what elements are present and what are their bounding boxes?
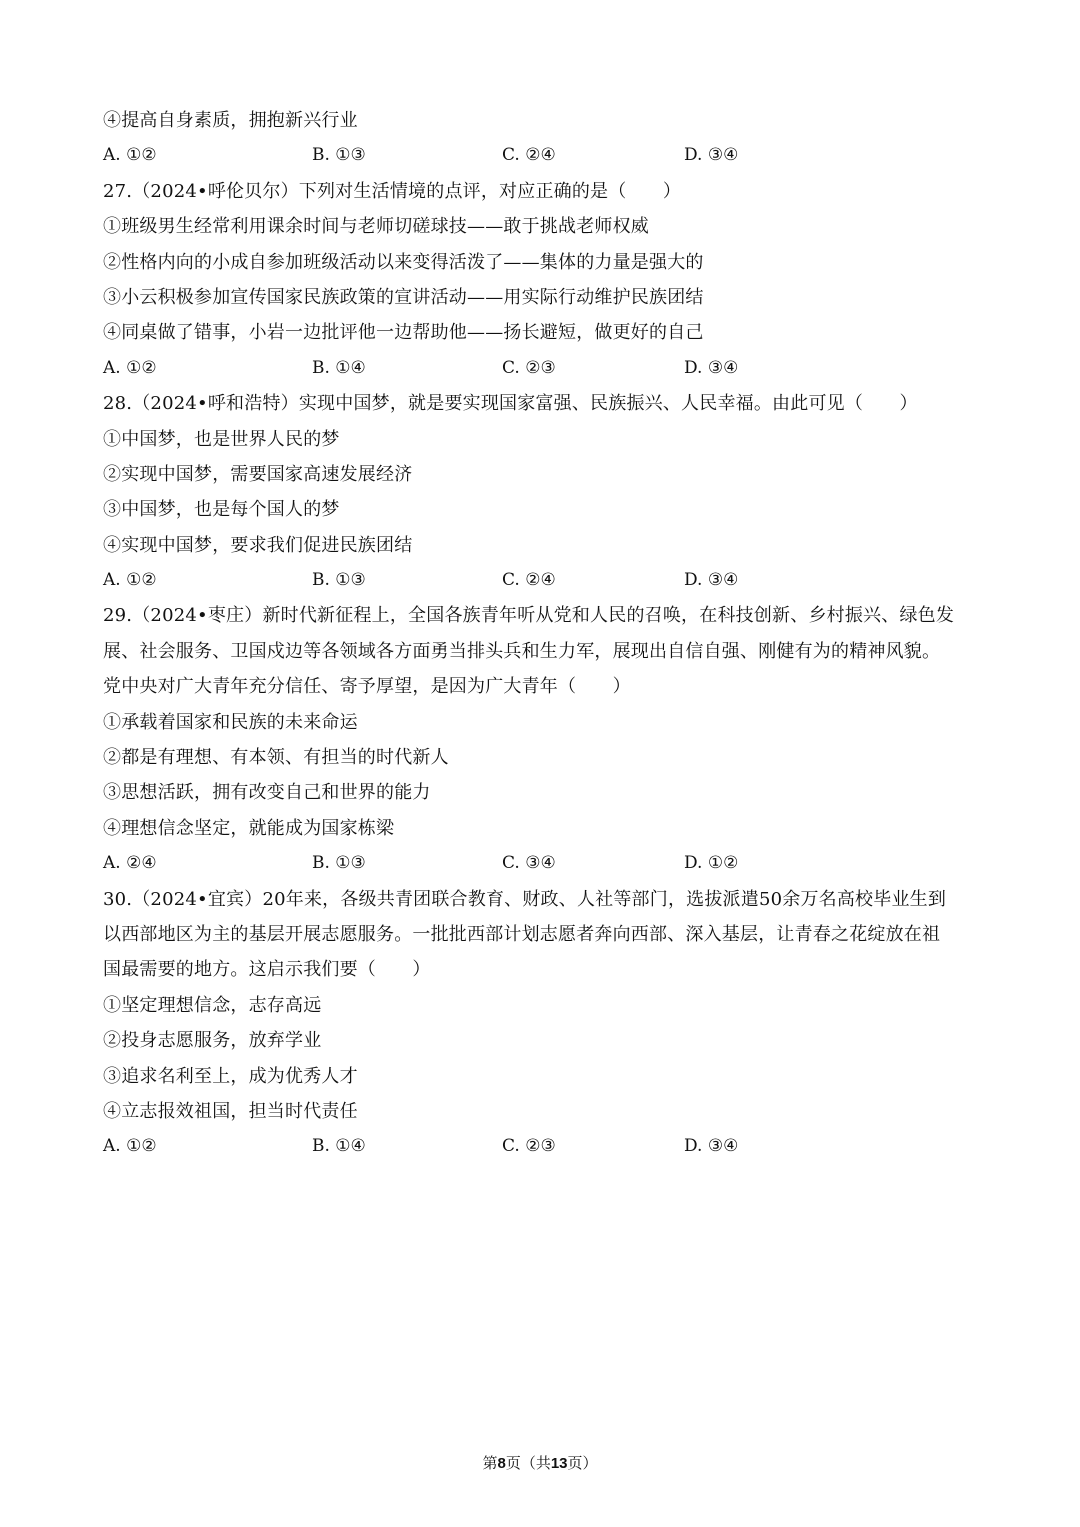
footer-prefix: 第: [482, 1454, 498, 1472]
answer-options-29: [103, 846, 983, 881]
option-a: A. ①②: [103, 1136, 157, 1157]
option-statement: ④理想信念坚定，就能成为国家栋梁: [103, 817, 395, 839]
footer-page-number: 8: [497, 1455, 506, 1472]
question-30-stem-cont: 国最需要的地方。这启示我们要（ ）: [103, 959, 431, 981]
option-c: C. ③④: [502, 853, 556, 874]
option-c: C. ②③: [502, 1136, 556, 1157]
option-statement: ④实现中国梦，要求我们促进民族团结: [103, 534, 413, 556]
question-30-stem: 30.（2024•宜宾）20年来，各级共青团联合教育、财政、人社等部门，选拔派遣50余万名高校毕业生到: [103, 888, 947, 910]
option-b: B. ①④: [312, 357, 366, 378]
question-30-stem-cont: 以西部地区为主的基层开展志愿服务。一批批西部计划志愿者奔向西部、深入基层，让青春之花绽放在祖: [103, 923, 941, 945]
option-statement: ④立志报效祖国，担当时代责任: [103, 1100, 358, 1122]
option-b: B. ①③: [312, 570, 366, 591]
question-27-stem: 27.（2024•呼伦贝尔）下列对生活情境的点评，对应正确的是（ ）: [103, 180, 682, 202]
option-b: B. ①③: [312, 145, 366, 166]
answer-options-26: [103, 138, 983, 173]
option-d: D. ③④: [684, 570, 739, 591]
answer-options-30: [103, 1129, 983, 1164]
option-statement: ②性格内向的小成自参加班级活动以来变得活泼了——集体的力量是强大的: [103, 251, 704, 273]
option-d: D. ③④: [684, 357, 739, 378]
option-statement: ①承载着国家和民族的未来命运: [103, 711, 358, 733]
footer-middle: 页（共: [505, 1454, 551, 1472]
option-statement: ③思想活跃，拥有改变自己和世界的能力: [103, 782, 431, 804]
option-b: B. ①④: [312, 1136, 366, 1157]
option-statement: ①中国梦，也是世界人民的梦: [103, 428, 340, 450]
option-d: D. ①②: [684, 853, 739, 874]
footer-total-pages: 13: [550, 1455, 568, 1472]
option-c: C. ②③: [502, 357, 556, 378]
option-statement: ②都是有理想、有本领、有担当的时代新人: [103, 747, 449, 769]
option-a: A. ①②: [103, 357, 157, 378]
option-statement: ③中国梦，也是每个国人的梦: [103, 499, 340, 521]
answer-options-28: [103, 563, 983, 598]
option-statement: ①坚定理想信念，志存高远: [103, 994, 322, 1016]
page-footer: [0, 1453, 1080, 1474]
footer-suffix: 页）: [567, 1454, 598, 1472]
option-statement: ③小云积极参加宣传国家民族政策的宣讲活动——用实际行动维护民族团结: [103, 286, 704, 308]
question-29-stem-cont: 党中央对广大青年充分信任、寄予厚望，是因为广大青年（ ）: [103, 676, 631, 698]
option-a: A. ②④: [103, 853, 157, 874]
option-statement: ④同桌做了错事，小岩一边批评他一边帮助他——扬长避短，做更好的自己: [103, 322, 704, 344]
option-statement: ②实现中国梦，需要国家高速发展经济: [103, 463, 413, 485]
page-content: [103, 103, 983, 1165]
answer-options-27: [103, 351, 983, 386]
question-29-stem: 29.（2024•枣庄）新时代新征程上，全国各族青年听从党和人民的召唤，在科技创新、乡村振兴、绿色发: [103, 605, 955, 627]
option-statement: ③追求名利至上，成为优秀人才: [103, 1065, 358, 1087]
option-d: D. ③④: [684, 1136, 739, 1157]
option-c: C. ②④: [502, 570, 556, 591]
option-d: D. ③④: [684, 145, 739, 166]
option-statement: ④提高自身素质，拥抱新兴行业: [103, 110, 358, 131]
option-statement: ②投身志愿服务，放弃学业: [103, 1030, 322, 1052]
question-29-stem-cont: 展、社会服务、卫国戍边等各领域各方面勇当排头兵和生力军，展现出自信自强、刚健有为的精神风貌。: [103, 640, 941, 662]
option-a: A. ①②: [103, 145, 157, 166]
option-statement: ①班级男生经常利用课余时间与老师切磋球技——敢于挑战老师权威: [103, 216, 649, 238]
option-c: C. ②④: [502, 145, 556, 166]
option-a: A. ①②: [103, 570, 157, 591]
option-b: B. ①③: [312, 853, 366, 874]
question-28-stem: 28.（2024•呼和浩特）实现中国梦，就是要实现国家富强、民族振兴、人民幸福。由此可见（ ）: [103, 393, 918, 415]
